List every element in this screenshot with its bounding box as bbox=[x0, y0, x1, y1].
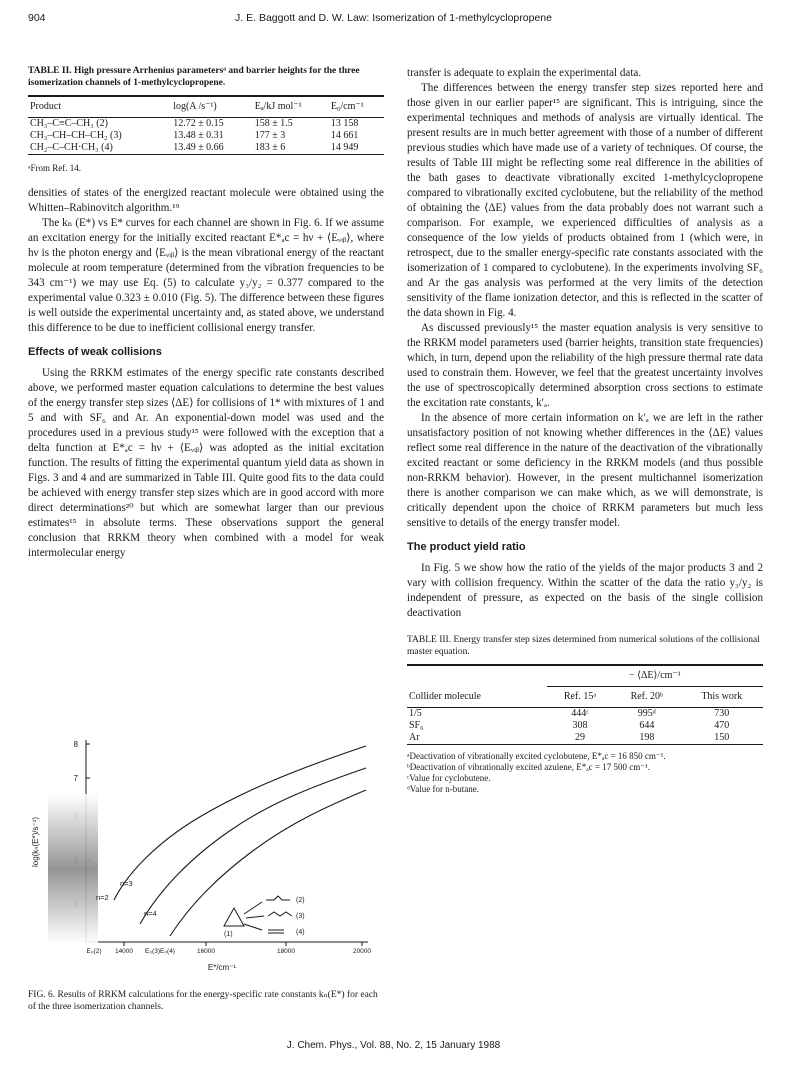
legend-label: (3) bbox=[296, 913, 305, 920]
x-tick-label: 20000 bbox=[352, 948, 372, 955]
excitation-band bbox=[48, 794, 98, 944]
table-cell: 13.48 ± 0.31 bbox=[173, 130, 224, 141]
figure-6-caption: FIG. 6. Results of RRKM calculations for the energy-specific rate constants kₙ(E*) for each of the three isomerization channels. bbox=[28, 990, 378, 1012]
y-axis-label: log(kₙ(E*)/s⁻¹) bbox=[31, 816, 40, 868]
table3-title: TABLE III. Energy transfer step sizes determined from numerical solutions of the collisional master equation. bbox=[407, 635, 760, 657]
table2-header-E0: E₀/cm⁻¹ bbox=[330, 101, 364, 112]
table3 bbox=[407, 664, 763, 745]
x-axis-label: E*/cm⁻¹ bbox=[207, 963, 237, 972]
section-heading-weak-collisions: Effects of weak collisions bbox=[28, 346, 162, 358]
page-footer: J. Chem. Phys., Vol. 88, No. 2, 15 January 1988 bbox=[286, 1040, 501, 1051]
running-head: J. E. Baggott and D. W. Law: Isomerization of 1-methylcyclopropene bbox=[235, 12, 552, 24]
table3-footnote: ᵃDeactivation of vibrationally excited cyclobutene, E*ₐc = 16 850 cm⁻¹. bbox=[407, 751, 666, 761]
paragraph: In Fig. 5 we show how the ratio of the yields of the major products 3 and 2 vary with collision frequency. Within the scatter of the data the ratio y₃/y₂ is independent of pressure, as expected on the basis of the single collision deactivation bbox=[407, 562, 763, 619]
x-tick-label: 18000 bbox=[276, 948, 296, 955]
table-cell: 308 bbox=[572, 720, 588, 731]
table-cell: 14 949 bbox=[330, 142, 359, 153]
y-tick-label: 8 bbox=[73, 740, 78, 749]
right-column bbox=[407, 66, 763, 795]
table2-header-logA: log(A /s⁻¹) bbox=[173, 101, 217, 112]
curve-label-n3: n=3 bbox=[120, 879, 133, 888]
figure-6-plot bbox=[28, 732, 384, 976]
table2-header-Ea: Eₐ/kJ mol⁻¹ bbox=[254, 101, 302, 112]
paragraph: Using the RRKM estimates of the energy specific rate constants described above, we performed master equation calculations to determine the best values of the energy transfer step sizes ⟨ΔE⟩ for collisions of 1* with mixtures of 1 and 5 and with SF₆ and Ar. An exponential-down model was used and the procedures used in a previous study¹⁵ were followed with the exception that a delta function at E*ₐc = hν + ⟨Eᵥᵢᵦ⟩ was adopted as the initial excitation function. The results of fitting the experimental quantum yield data as shown in Figs. 3 and 4 and are summarized in Table III. Quite good fits to the data could be achieved with energy transfer step sizes which are in good accord with more direct determinations²⁰ but which are somewhat larger than our previous estimates¹⁵ in absolute terms. These observations support the general conclusion that RRKM theory when combined with a model for weak intermolecular energy bbox=[28, 367, 384, 559]
paragraph: densities of states of the energized reactant molecule were obtained using the Whitten–Rabinovitch algorithm.¹⁹ bbox=[28, 187, 384, 214]
paragraph: As discussed previously¹⁵ the master equation analysis is very sensitive to the RRKM model parameters used (barrier heights, transition state frequencies) which, in turn, depend upon the reliability of the high pressure thermal rate data used to constrain them. However, we feel that the greatest uncertainty involves the use of spectroscopically determined absorption cross sections to estimate the excitation rate constants, k′ₐ. bbox=[407, 322, 763, 409]
section-heading-product-yield: The product yield ratio bbox=[407, 541, 526, 553]
x-marker-label: E₀(3)E₀(4) bbox=[145, 948, 175, 955]
table-cell: 444ᶜ bbox=[571, 708, 589, 719]
table2-header-product: Product bbox=[30, 101, 62, 112]
table-row bbox=[28, 130, 384, 142]
table3-header: Collider molecule bbox=[409, 690, 481, 702]
table-cell: 995ᵈ bbox=[637, 708, 656, 719]
table-row bbox=[28, 142, 384, 155]
curve-n2 bbox=[114, 746, 366, 900]
table-cell: 730 bbox=[714, 708, 730, 719]
table-cell: 13 158 bbox=[330, 118, 359, 129]
curve-n3 bbox=[140, 768, 366, 924]
table-cell: CH₃–CH–CH–CH₂ (3) bbox=[30, 130, 122, 141]
table2 bbox=[28, 95, 384, 155]
y-tick-label: 7 bbox=[73, 774, 78, 783]
table-cell: 13.49 ± 0.66 bbox=[173, 142, 224, 153]
table-cell: 644 bbox=[639, 720, 655, 731]
table-row bbox=[407, 720, 763, 732]
table-cell: 198 bbox=[639, 732, 655, 743]
table-cell: 177 ± 3 bbox=[254, 130, 286, 141]
table3-header: Ref. 15ᵃ bbox=[563, 691, 597, 702]
paragraph: The differences between the energy transfer step sizes reported here and those given in our earlier paper¹⁵ are significant. This is intriguing, since the experimental techniques and methods of analysis are virtually identical. The present results are in much better agreement with those of a number of different previous studies which have made use of a variety of techniques. Of course, the results of Table III might be reflecting some real difference in the abilities of the bath gases to deactivate vibrationally excited 1-methylcyclopropene compared to vibrationally excited cyclobutene, but the reliability of the method of obtaining the ⟨ΔE⟩ values from the data probably does not warrant such a comparison. For example, we experienced difficulties of analysis as a consequence of the low yields of products obtained from 1 (which were, in retrospect, due to the smaller energy-specific rate constants associated with the isomerization of 1 compared to cyclobutene). In the experiments involving SF₆ and Ar the gas analysis was performed at the very limits of the detection sensitivity of the flame ionization detector, and this is reflected in the scatter of the data shown in Fig. 4. bbox=[407, 82, 763, 319]
paragraph: transfer is adequate to explain the experimental data. bbox=[407, 67, 642, 79]
table3-group-header: − ⟨ΔE⟩/cm⁻¹ bbox=[547, 665, 763, 687]
table-row bbox=[407, 732, 763, 745]
table3-footnote: ᵈValue for n-butane. bbox=[407, 784, 480, 794]
table3-footnote: ᶜValue for cyclobutene. bbox=[407, 773, 491, 783]
table-cell: 470 bbox=[714, 720, 730, 731]
legend-label: (4) bbox=[296, 929, 305, 936]
table3-footnote: ᵇDeactivation of vibrationally excited azulene, E*ₐc = 17 500 cm⁻¹. bbox=[407, 762, 650, 772]
x-tick-label: 16000 bbox=[196, 948, 216, 955]
table2-footnote: ᵃFrom Ref. 14. bbox=[28, 163, 81, 173]
page-number: 904 bbox=[28, 12, 46, 24]
table-cell: SF₆ bbox=[409, 720, 424, 731]
curve-label-n2: n=2 bbox=[96, 893, 109, 902]
curve-label-n4: n=4 bbox=[144, 909, 157, 918]
table3-header: This work bbox=[701, 691, 743, 702]
x-tick-label: 14000 bbox=[114, 948, 134, 955]
table-row bbox=[28, 118, 384, 131]
table-cell: 150 bbox=[714, 732, 730, 743]
left-column bbox=[28, 66, 384, 561]
table-cell: 14 661 bbox=[330, 130, 359, 141]
table-cell: 12.72 ± 0.15 bbox=[173, 118, 224, 129]
table-cell: 158 ± 1.5 bbox=[254, 118, 293, 129]
table-cell: 1/5 bbox=[409, 708, 422, 719]
figure-6 bbox=[28, 732, 384, 976]
table2-title: TABLE II. High pressure Arrhenius parametersᵃ and barrier heights for the three isomerization channels of 1-methylcyclopropene. bbox=[28, 66, 360, 88]
legend-label: (2) bbox=[296, 897, 305, 904]
paragraph: The kₙ (E*) vs E* curves for each channel are shown in Fig. 6. If we assume an excitation energy for the initially excited reactant E*ₐc = hν + ⟨Eᵥᵢᵦ⟩, where hν is the photon energy and ⟨Eᵥᵢᵦ⟩ is the mean vibrational energy of the reactant molecule at room temperature (determined from the vibration frequencies to be 343 cm⁻¹) we may use Eq. (5) to calculate y₃/y₂ = 0.377 compared to the experimental value 0.323 ± 0.010 (Fig. 5). The difference between these figures is well outside the experimental uncertainty and, as stated above, we understand this difference to be due to inefficient collisional energy transfer. bbox=[28, 217, 384, 334]
table-cell: CH₂–C–CH·CH₃ (4) bbox=[30, 142, 113, 153]
paragraph: In the absence of more certain information on k′ₐ we are left in the rather unsatisfactory position of not knowing whether differences in the ⟨ΔE⟩ values reflect some real difference in the nature of the deactivation of the vibrationally excited reactant or some deficiency in the RRKM models (and thus possible non-RRKM behavior). However, in the present multichannel isomerization there is another comparison we can make which, as we will demonstrate, is critically dependent upon the choice of RRKM parameters but much less sensitive to details of the energy transfer model. bbox=[407, 412, 763, 529]
x-marker-label: E₀(2) bbox=[86, 948, 102, 955]
reaction-legend bbox=[224, 896, 305, 938]
table-cell: 29 bbox=[574, 732, 585, 743]
table-row bbox=[407, 708, 763, 721]
curve-n4 bbox=[170, 790, 366, 936]
legend-label: (1) bbox=[224, 931, 233, 938]
table3-header: Ref. 20ᵇ bbox=[630, 691, 664, 702]
table-cell: CH₃–C≡C–CH₃ (2) bbox=[30, 118, 108, 129]
table3-block bbox=[407, 635, 763, 795]
table-cell: Ar bbox=[409, 732, 420, 743]
table-cell: 183 ± 6 bbox=[254, 142, 286, 153]
